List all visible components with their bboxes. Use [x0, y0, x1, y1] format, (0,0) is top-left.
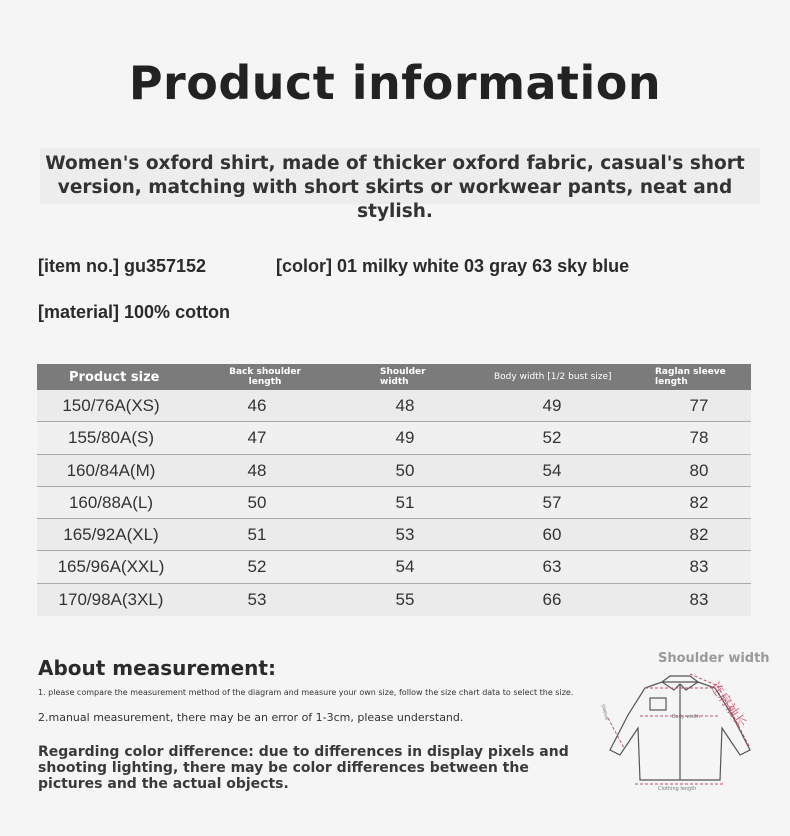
size-table — [37, 364, 751, 616]
measurement-cell: 50 — [395, 460, 415, 480]
size-cell: 155/80A(S) — [68, 428, 154, 448]
measurement-cell: 60 — [542, 525, 562, 545]
size-cell: 150/76A(XS) — [62, 396, 160, 415]
table-row — [37, 519, 751, 551]
measurement-cell: 49 — [395, 428, 415, 448]
measurement-cell: 48 — [395, 396, 415, 415]
size-cell: 165/92A(XL) — [63, 525, 159, 545]
size-cell: 160/88A(L) — [68, 492, 154, 512]
table-row — [37, 551, 751, 583]
shoulder-width-label: Shoulder width — [658, 651, 770, 666]
measurement-cell: 52 — [247, 557, 267, 577]
size-cell: 170/98A(3XL) — [58, 589, 164, 609]
measurement-cell: 52 — [542, 428, 562, 448]
material-info: [material] 100% cotton — [38, 302, 231, 322]
spec-line-item — [38, 256, 630, 277]
header-raglan-sleeve: Raglan sleeve length — [655, 367, 726, 387]
measurement-cell: 55 — [395, 589, 415, 609]
measurement-cell: 82 — [689, 525, 709, 545]
measurement-cell: 78 — [689, 428, 709, 448]
measurement-cell: 47 — [247, 428, 267, 448]
measurement-cell: 51 — [395, 492, 415, 512]
sleeve-small-text: sleeve — [599, 703, 610, 721]
color-difference-note: Regarding color difference: due to differences in display pixels and shooting lighting, there may be color differences between the pictures and the actual objects. — [38, 744, 569, 792]
measurement-cell: 48 — [247, 460, 267, 480]
page-title: Product information — [128, 56, 662, 110]
raglan-sleeve-cn-label: 连肩袖长 — [706, 679, 749, 731]
shirt-measurement-diagram — [590, 640, 790, 800]
sleeve-measure-line — [608, 718, 624, 748]
color-options: [color] 01 milky white 03 gray 63 sky blue — [276, 256, 630, 276]
measurement-cell: 50 — [247, 492, 267, 512]
measurement-cell: 51 — [247, 525, 267, 545]
measurement-title: About measurement: — [38, 656, 276, 680]
header-product-size: Product size — [69, 369, 160, 385]
shirt-pocket — [650, 698, 666, 710]
measurement-cell: 63 — [542, 557, 562, 577]
size-cell: 165/96A(XXL) — [57, 557, 165, 577]
measurement-cell: 54 — [395, 557, 415, 577]
measurement-cell: 49 — [542, 396, 562, 415]
measurement-note-1: 1. please compare the measurement method of the diagram and measure your own size, follow the size chart data to select the size. — [38, 688, 574, 697]
measurement-cell: 82 — [689, 492, 709, 512]
table-row — [37, 455, 751, 487]
table-body — [37, 390, 751, 616]
measurement-cell: 46 — [247, 396, 267, 415]
table-header — [37, 364, 751, 390]
measurement-cell: 54 — [542, 460, 562, 480]
table-row — [37, 487, 751, 519]
measurement-cell: 57 — [542, 492, 562, 512]
size-cell: 160/84A(M) — [66, 460, 156, 480]
header-shoulder-width: Shoulder width — [380, 367, 426, 387]
measurement-cell: 80 — [689, 460, 709, 480]
measurement-note-2: 2.manual measurement, there may be an error of 1-3cm, please understand. — [38, 711, 464, 724]
measurement-cell: 66 — [542, 589, 562, 609]
measurement-cell: 83 — [689, 589, 709, 609]
item-number: [item no.] gu357152 — [38, 256, 207, 276]
header-back-shoulder: Back shoulder length — [229, 367, 301, 387]
measurement-cell: 53 — [247, 589, 267, 609]
table-row — [37, 422, 751, 454]
table-row — [37, 390, 751, 422]
product-description: Women's oxford shirt, made of thicker oxford fabric, casual's short version, matching with short skirts or workwear pants, neat and stylish. — [45, 153, 745, 222]
measurement-cell: 53 — [395, 525, 415, 545]
header-body-width: Body width [1/2 bust size] — [494, 372, 612, 382]
measurement-cell: 83 — [689, 557, 709, 577]
table-row — [37, 584, 751, 616]
body-width-text: Body width — [672, 714, 700, 720]
measurement-cell: 77 — [689, 396, 709, 415]
clothing-length-text: Clothing length — [658, 786, 697, 792]
